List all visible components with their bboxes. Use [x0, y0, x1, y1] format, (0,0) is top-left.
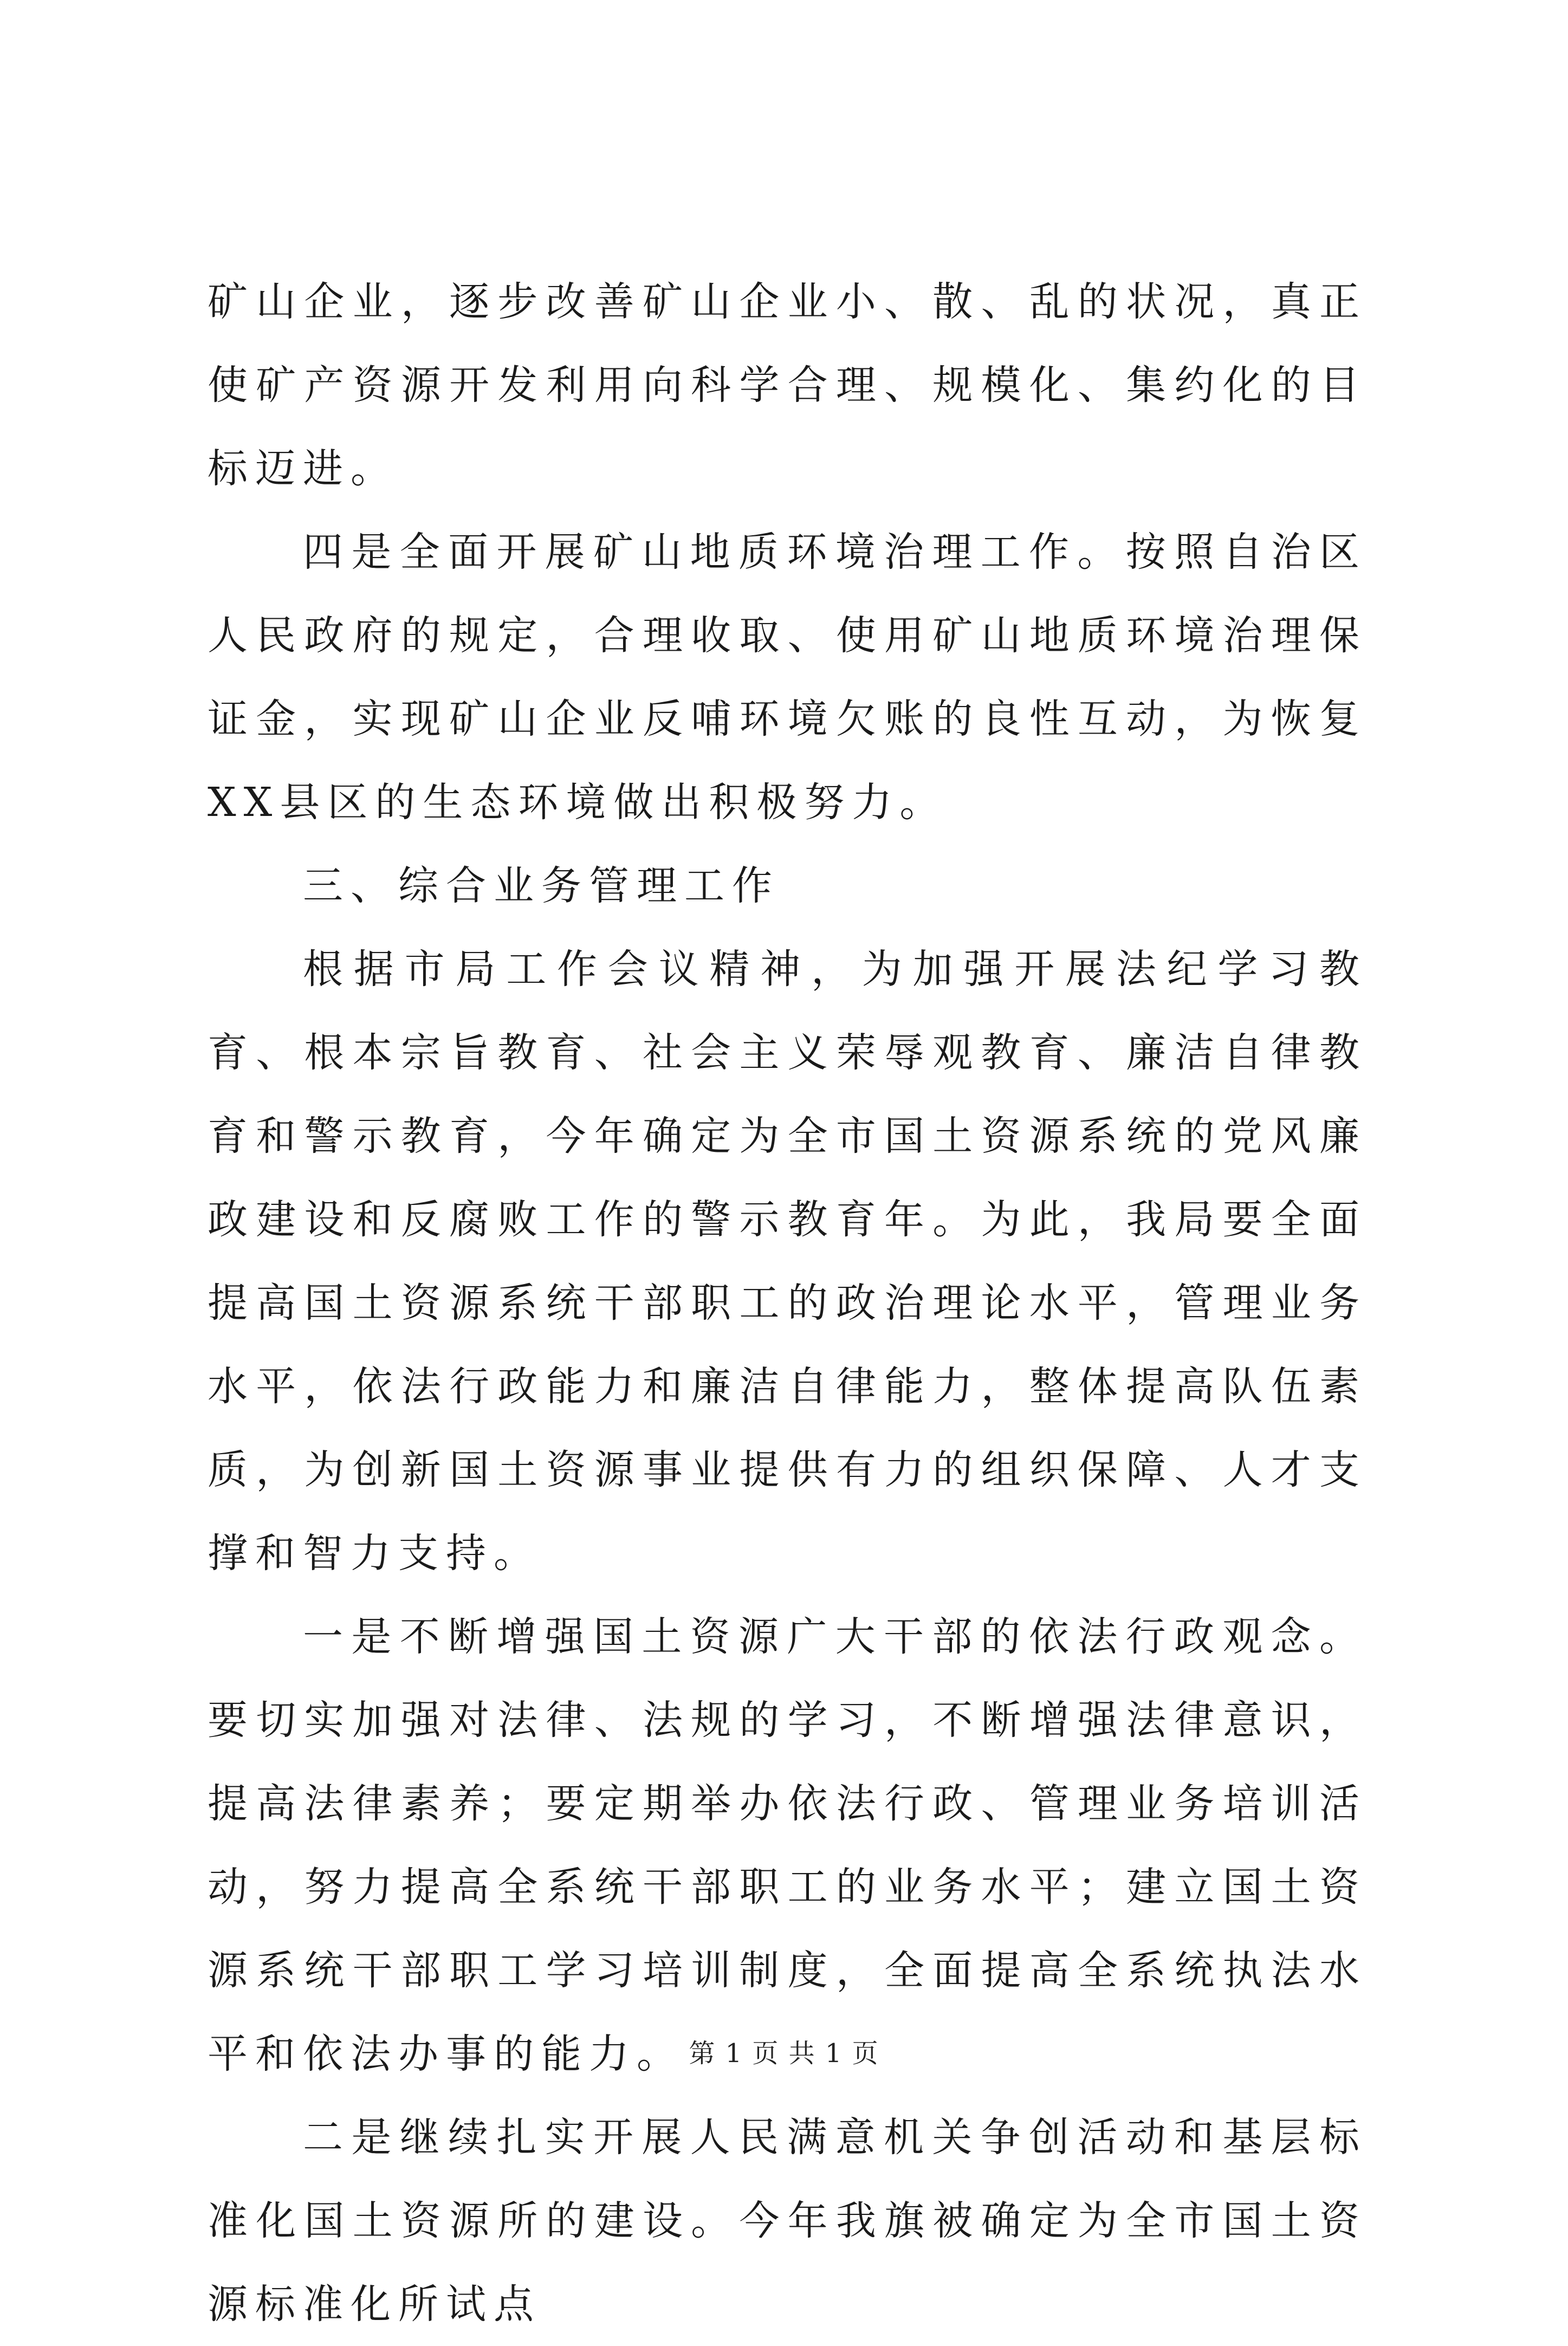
paragraph-item-two: 二是继续扎实开展人民满意机关争创活动和基层标准化国土资源所的建设。今年我旗被确定为全市国土资源标准化所试点 [208, 2114, 1367, 2328]
paragraph-item-one: 一是不断增强国土资源广大干部的依法行政观念。要切实加强对法律、法规的学习，不断增强法律意识，提高法律素养；要定期举办依法行政、管理业务培训活动，努力提高全系统干部职工的业务水平；建立国土资源系统干部职工学习培训制度，全面提高全系统执法水平和依法办事的能力。 [208, 1613, 1367, 2077]
page-footer: 第 1 页 共 1 页 [689, 2038, 879, 2069]
section-heading: 三、综合业务管理工作 [303, 863, 780, 909]
paragraph-continuation: 矿山企业，逐步改善矿山企业小、散、乱的状况，真正使矿产资源开发利用向科学合理、规模化、集约化的目标迈进。 [208, 278, 1367, 492]
paragraph-section-intro: 根据市局工作会议精神，为加强开展法纪学习教育、根本宗旨教育、社会主义荣辱观教育、廉洁自律教育和警示教育，今年确定为全市国土资源系统的党风廉政建设和反腐败工作的警示教育年。为此，我局要全面提高国土资源系统干部职工的政治理论水平，管理业务水平，依法行政能力和廉洁自律能力，整体提高队伍素质，为创新国土资源事业提供有力的组织保障、人才支撑和智力支持。 [208, 946, 1367, 1577]
paragraph-item-four: 四是全面开展矿山地质环境治理工作。按照自治区人民政府的规定，合理收取、使用矿山地质环境治理保证金，实现矿山企业反哺环境欠账的良性互动，为恢复XX县区的生态环境做出积极努力。 [208, 529, 1367, 826]
